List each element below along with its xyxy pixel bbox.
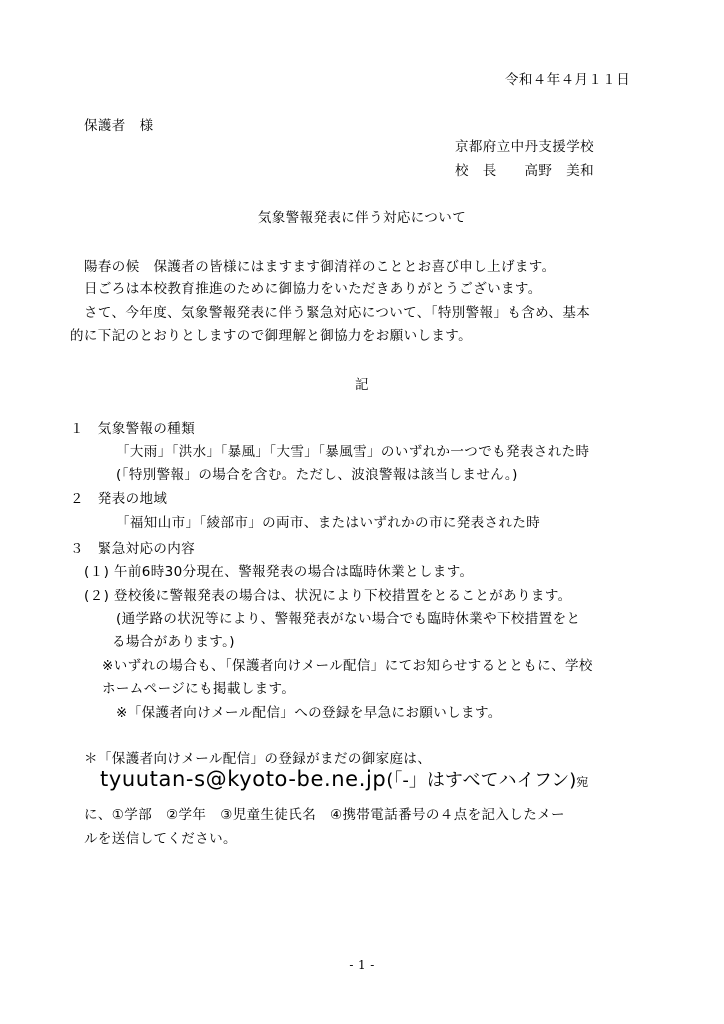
mail-address: tyuutan-s@kyoto-be.ne.jp: [100, 767, 387, 791]
intro-line: さて、今年度、気象警報発表に伴う緊急対応について、「特別警報」も含め、基本: [84, 305, 591, 321]
sender-school: 京都府立中丹支援学校: [455, 139, 594, 155]
intro-line: 陽春の候 保護者の皆様にはますます御清祥のこととお喜び申し上げます。: [84, 259, 556, 275]
recipient: 保護者 様: [84, 118, 154, 134]
section-1-line: 「大雨」「洪水」「暴風」「大雪」「暴風雪」のいずれか一つでも発表された時: [116, 444, 590, 460]
mail-address-suffix: 宛: [576, 775, 589, 789]
mail-instruction: ルを送信してください。: [84, 831, 237, 847]
section-3-item-2-note: (通学路の状況等により、警報発表がない場合でも臨時休業や下校措置をと: [116, 611, 581, 627]
section-3-note: ※いずれの場合も、「保護者向けメール配信」にてお知らせするとともに、学校: [102, 658, 593, 674]
document-date: 令和４年４月１１日: [505, 72, 631, 88]
section-3-note: ホームページにも掲載します。: [102, 681, 296, 697]
sender-principal: 校 長 高野 美和: [455, 163, 594, 179]
section-1-line: (「特別警報」の場合を含む。ただし、波浪警報は該当しません。): [116, 467, 518, 483]
ki-heading: 記: [355, 377, 369, 393]
mail-lead: ＊「保護者向けメール配信」の登録がまだの御家庭は、: [84, 751, 432, 767]
mail-instruction: に、①学部 ②学年 ③児童生徒氏名 ④携帯電話番号の４点を記入したメー: [84, 807, 565, 823]
section-3-item-2-note: る場合があります。): [112, 634, 235, 650]
section-3-item-1: (１) 午前6時30分現在、警報発表の場合は臨時休業とします。: [84, 564, 474, 580]
section-1-heading: １ 気象警報の種類: [70, 421, 196, 437]
mail-address-note: (「-」はすべてハイフン): [386, 770, 577, 791]
section-2-heading: ２ 発表の地域: [70, 491, 168, 507]
page-number: - 1 -: [349, 958, 375, 972]
section-3-heading: ３ 緊急対応の内容: [70, 541, 196, 557]
mail-address-line: [100, 766, 588, 792]
intro-line: 的に下記のとおりとしますので御理解と御協力をお願いします。: [70, 328, 473, 344]
section-2-line: 「福知山市」「綾部市」の両市、またはいずれかの市に発表された時: [116, 515, 541, 531]
section-3-item-2: (２) 登校後に警報発表の場合は、状況により下校措置をとることがあります。: [84, 588, 572, 604]
section-3-note: ※「保護者向けメール配信」への登録を早急にお願いします。: [116, 705, 502, 721]
document-subject: 気象警報発表に伴う対応について: [257, 210, 467, 226]
intro-line: 日ごろは本校教育推進のために御協力をいただきありがとうございます。: [84, 281, 542, 297]
